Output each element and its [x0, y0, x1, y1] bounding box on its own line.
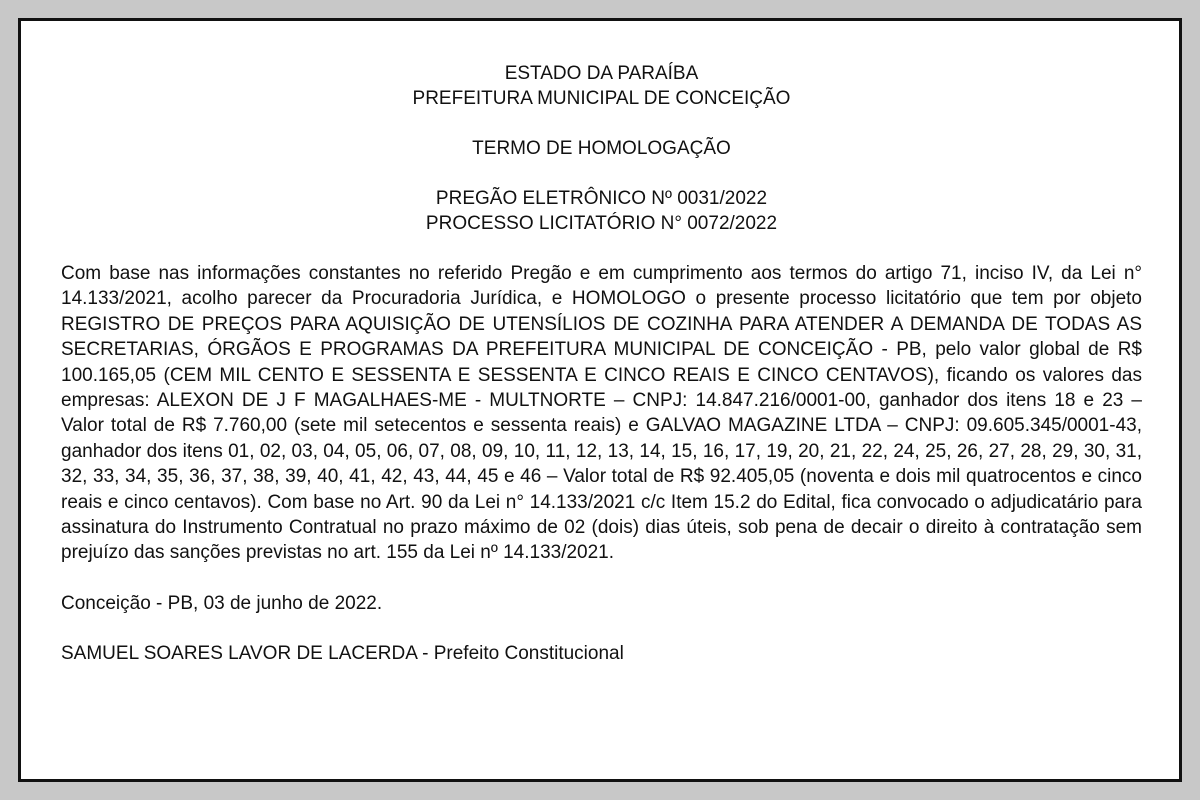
- pregao-number: PREGÃO ELETRÔNICO Nº 0031/2022: [435, 188, 768, 209]
- document-title: TERMO DE HOMOLOGAÇÃO: [472, 138, 731, 159]
- signature-line: SAMUEL SOARES LAVOR DE LACERDA - Prefeito Constitucional: [61, 642, 624, 664]
- place-date: Conceição - PB, 03 de junho de 2022.: [61, 592, 383, 614]
- processo-number: PROCESSO LICITATÓRIO N° 0072/2022: [425, 213, 778, 234]
- notice-content: [61, 61, 1142, 666]
- notice-frame: [18, 18, 1182, 782]
- homologation-paragraph: Com base nas informações constantes no referido Pregão e em cumprimento aos termos do artigo 71, inciso IV, da Lei n° 14.133/2021, acolho parecer da Procuradoria Jurídica, e HOMOLOGO o presente processo licitatório que tem por objeto REGISTRO DE PREÇOS PARA AQUISIÇÃO DE UTENSÍLIOS DE COZINHA PARA ATENDER A DEMANDA DE TODAS AS SECRETARIAS, ÓRGÃOS E PROGRAMAS DA PREFEITURA MUNICIPAL DE CONCEIÇÃO - PB, pelo valor global de R$ 100.165,05 (CEM MIL CENTO E SESSENTA E SESSENTA E CINCO REAIS E CINCO CENTAVOS), ficando os valores das empresas: ALEXON DE J F MAGALHAES-ME - MULTNORTE – CNPJ: 14.847.216/0001-00, ganhador dos itens 18 e 23 – Valor total de R$ 7.760,00 (sete mil setecentos e sessenta reais) e GALVAO MAGAZINE LTDA – CNPJ: 09.605.345/0001-43, ganhador dos itens 01, 02, 03, 04, 05, 06, 07, 08, 09, 10, 11, 12, 13, 14, 15, 16, 17, 19, 20, 21, 22, 24, 25, 26, 27, 28, 29, 30, 31, 32, 33, 34, 35, 36, 37, 38, 39, 40, 41, 42, 43, 44, 45 e 46 – Valor total de R$ 92.405,05 (noventa e dois mil quatrocentos e cinco reais e cinco centavos). Com base no Art. 90 da Lei n° 14.133/2021 c/c Item 15.2 do Edital, fica convocado o adjudicatário para assinatura do Instrumento Contratual no prazo máximo de 02 (dois) dias úteis, sob pena de decair o direito à contratação sem prejuízo das sanções previstas no art. 155 da Lei nº 14.133/2021.: [61, 263, 1142, 564]
- municipality-heading: PREFEITURA MUNICIPAL DE CONCEIÇÃO: [412, 88, 791, 109]
- state-heading: ESTADO DA PARAÍBA: [504, 63, 699, 84]
